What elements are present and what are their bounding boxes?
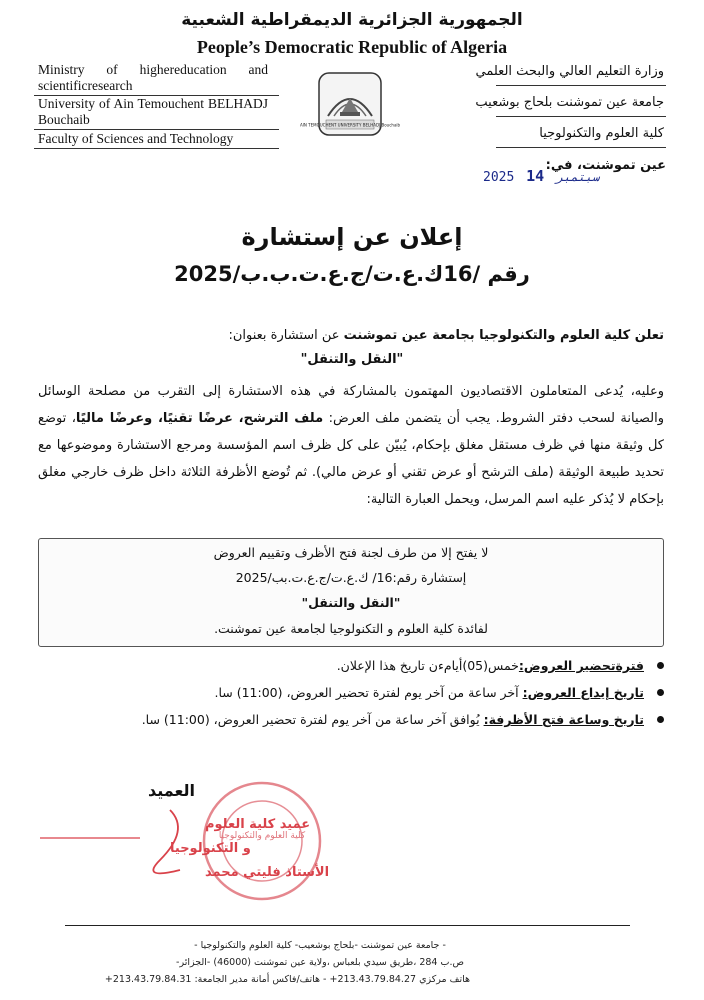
box-line-1: لا يفتح إلا من طرف لجنة فتح الأظرف وتقييم العروض (213, 545, 489, 560)
deadline-list (120, 656, 666, 737)
faculty-en: Faculty of Sciences and Technology (38, 131, 234, 146)
intro-lead: تعلن كلية العلوم والتكنولوجيا بجامعة عين تموشنت (343, 328, 664, 343)
date-month: سبتمبر (556, 170, 600, 184)
divider (496, 116, 666, 117)
footer-line-3: هاتف مركزي 213.43.79.84.27+ - هاتف/فاكس أمانة مدير الجامعة: 213.43.79.84.31+ (104, 974, 470, 985)
ministry-ar: وزارة التعليم العالي والبحث العلمي (475, 64, 664, 79)
date-year: 2025 (483, 170, 515, 185)
box-line-4: لفائدة كلية العلوم و التكنولوجيا لجامعة عين تموشنت. (214, 621, 488, 636)
university-en: University of Ain Temouchent BELHADJ Bouchaib (38, 96, 268, 127)
signature-line-1: عميد كلية العلوم (205, 817, 311, 832)
university-logo (299, 72, 401, 136)
bullet-text: خمس(05)أيامءن تاريخ هذا الإعلان. (336, 658, 519, 673)
bullet-icon (657, 662, 664, 669)
place-label: عين تموشنت، في: (545, 158, 666, 173)
list-item (120, 656, 666, 683)
bullet-text: آخر ساعة من آخر يوم لفترة تحضير العروض، (11:00) سا. (214, 685, 523, 700)
list-item (120, 683, 666, 710)
divider (496, 147, 666, 148)
bullet-label: تاريخ إيداع العروض: (522, 685, 644, 700)
signature-line-2: و التكنولوجيا (170, 841, 251, 856)
consultation-subject: "النقل والتنقل" (300, 352, 404, 367)
ministry-en: Ministry of highereducation and scientificresearch (38, 62, 268, 93)
document-title: إعلان عن إستشارة (241, 223, 463, 251)
footer-line-1: - جامعة عين تموشنت -بلحاج بوشعيب- كلية العلوم والتكنولوجيا - (194, 940, 446, 951)
footer-divider (65, 925, 630, 926)
reference-number: رقم /16ك.ع.ت/ج.ع.ت.ب.ب/2025 (174, 262, 530, 286)
date-stamp (483, 167, 603, 185)
bullet-text: يُوافق آخر ساعة من آخر يوم لفترة تحضير العروض، (11:00) سا. (141, 712, 484, 727)
logo-caption: AIN TEMOUCHENT UNIVERSITY BELHADJ Bouchaib (299, 122, 401, 128)
date-day: 14 (526, 167, 545, 185)
list-item (120, 710, 666, 737)
body-part-2: ، توضع كل وثيقة منها في ظرف مستقل مغلق بإحكام، يُبيّن على كل ظرف اسم المؤسسة ومرجع الاستشارة وموضوعها مع تحديد طبيعة الوثيقة (ملف الترشح أو عرض تقني أو عرض مالي). ثم تُوضع الأظرفة الثلاثة داخل ظرف خارجي مغلق بإحكام لا يُذكر عليه اسم المرسل، ويحمل العبارة التالية: (38, 411, 664, 507)
faculty-ar: كلية العلوم والتكنولوجيا (539, 126, 664, 141)
bullet-label: تاريخ وساعة فتح الأظرفة: (483, 712, 644, 727)
bullet-label: فترةتحضير العروض: (518, 658, 644, 673)
intro-rest: عن استشارة بعنوان: (228, 328, 344, 343)
signature-line-3: الأستاذ فليتي محمد (205, 865, 330, 880)
divider (496, 85, 666, 86)
box-line-2: إستشارة رقم:16/ ك.ع.ت/ج.ع.ت.بب/2025 (235, 570, 467, 585)
handwritten-signature (20, 800, 330, 890)
dean-title: العميد (148, 781, 196, 800)
footer-line-2: ص.ب 284 ،طريق سيدي بلعباس ،ولاية عين تموشنت (46000) -الجزائر- (176, 957, 464, 968)
box-line-3: "النقل والتنقل" (301, 595, 401, 610)
divider (34, 148, 279, 149)
body-paragraph (38, 378, 664, 513)
republic-name-en: People’s Democratic Republic of Algeria (196, 37, 508, 57)
envelope-label-box (38, 538, 664, 647)
body-part-1: وعليه، يُدعى المتعاملون الاقتصاديون المهتمون بالمشاركة في هذه الاستشارة إلى التقرب من مصلحة الوسائل والصيانة لسحب دفتر الشروط. يجب أن يتضمن ملف العرض: (38, 384, 665, 426)
body-bold: ملف الترشح، عرضًا تقنيًا، وعرضًا ماليًا (75, 411, 324, 426)
bullet-icon (657, 689, 664, 696)
intro-line (228, 328, 664, 343)
divider (34, 129, 279, 130)
university-ar: جامعة عين تموشنت بلحاج بوشعيب (475, 95, 664, 110)
seal-text: كلية العلوم والتكنولوجيا (218, 831, 306, 841)
republic-name-ar: الجمهورية الجزائرية الديمقراطية الشعبية (181, 10, 523, 30)
bullet-icon (657, 716, 664, 723)
